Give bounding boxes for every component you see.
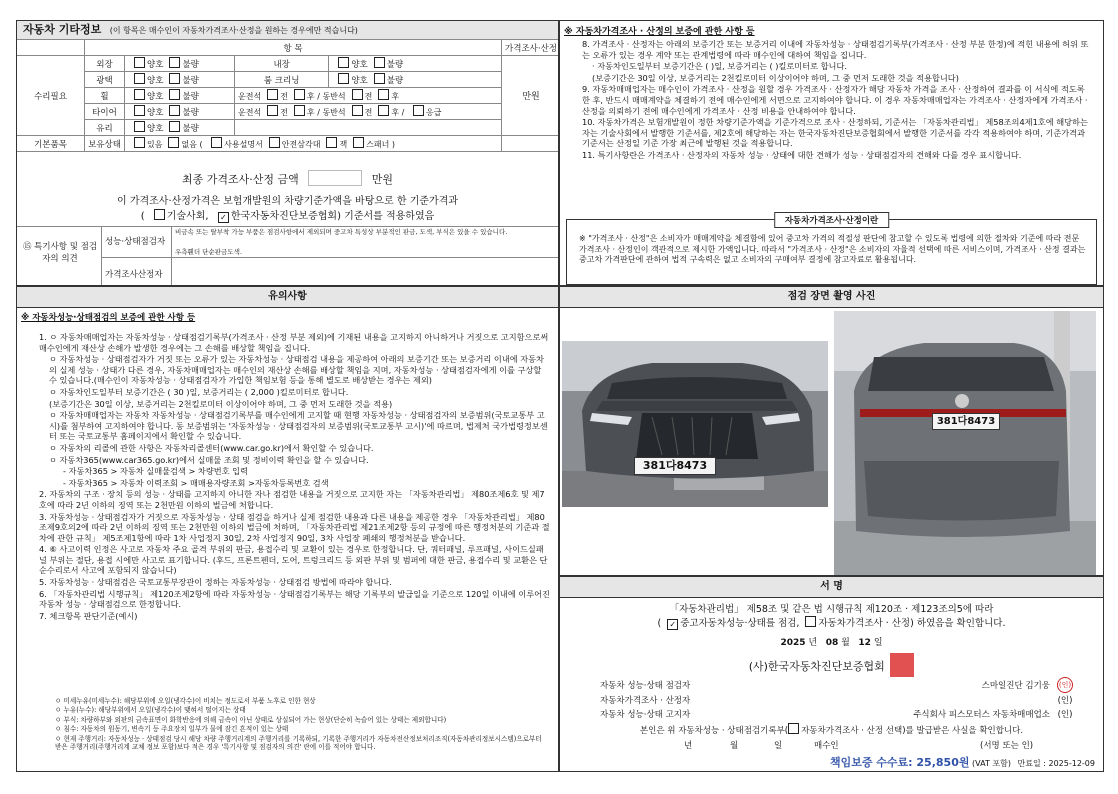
final-price-basis — [17, 195, 558, 224]
checkbox-tire-good[interactable] — [134, 105, 145, 116]
label-rear: 후 — [306, 92, 315, 101]
caution-list — [39, 332, 550, 622]
label-jack: 잭 — [339, 140, 348, 149]
checkbox-tech-society[interactable] — [154, 209, 165, 220]
checkbox-tire-driver-rear[interactable] — [294, 105, 305, 116]
buyer-day: 일 — [774, 741, 783, 751]
checkbox-glass-good[interactable] — [134, 121, 145, 132]
col-item-header: 항 목 — [85, 40, 502, 56]
checkbox-wheel-good[interactable] — [134, 89, 145, 100]
checkbox-triangle[interactable] — [269, 137, 280, 148]
checkbox-exterior-good[interactable] — [134, 57, 145, 68]
checkbox-room-bad[interactable] — [374, 73, 385, 84]
label-bad: 불량 — [182, 108, 199, 118]
sign-role: 자동차 성능·상태 점검자 — [600, 681, 691, 691]
checkbox-kadwa[interactable] — [218, 212, 229, 223]
sign-role: 자동차 성능·상태 고지자 — [600, 710, 691, 720]
basis-end: ) 기준서를 적용하였음 — [337, 211, 435, 222]
checkbox-tire-driver-front[interactable] — [267, 105, 278, 116]
price-note-item: 9. 자동차매매업자는 매수인이 가격조사 · 산정을 원할 경우 가격조사 · 산정자가 해당 자동차 가격을 조사 · 산정하여 결과를 이 서식에 적도록 한 후, 반드시 매매계약을 체결하기 전에 매수인에게 서면으로 고지하여야 합니다. 이 경우 자동차매매업자는 가격조사 · 산정자에게 가격조사 · 산정을 의뢰하기 전에 매수인에게 가격조사 · 산정 비용을 안내하여야 합니다. — [582, 84, 1088, 116]
sign-open-paren: ( — [657, 618, 662, 629]
label-rear: 후 — [306, 108, 315, 117]
caution-item: (보증기간은 30일 이상, 보증거리는 2천킬로미터 이상이어야 하며, 그 중 먼저 도래한 것을 적용) — [49, 398, 393, 409]
fee-vat: (VAT 포함) — [972, 759, 1011, 768]
other-info-header — [17, 21, 558, 40]
label-spanner: 스패너 — [366, 140, 390, 149]
label-front: 전 — [364, 108, 373, 117]
checkbox-wheel-pass-front[interactable] — [352, 89, 363, 100]
caution-item: 3. 자동차성능 · 상태점검자가 거짓으로 자동차성능 · 상태 점검을 하거나 실제 점검한 내용과 다른 내용을 제공한 경우 「자동차관리법」 제80조제9호의2에 따라 2년 이하의 징역 또는 2천만원 이하의 벌금에 처하며, 「자동차관리법 제21조제2항 등의 규정에 따른 행정처분의 기준과 절차에 관한 규칙」 제5조제1항에 따라 1차 사업정지 30일, 2차 사업정지 90일, 3차 사업장 폐쇄의 행정처분을 받습니다. — [39, 511, 550, 543]
checkbox-none[interactable] — [168, 137, 179, 148]
buyer-sign[interactable]: (서명 또는 인) — [980, 741, 1034, 751]
price-notes-list — [582, 39, 1095, 162]
what-is-price-title: 자동차가격조사·산정이란 — [774, 212, 890, 228]
sign-role: 자동차가격조사 · 산정자 — [600, 696, 691, 706]
checkbox-jack[interactable] — [326, 137, 337, 148]
basis-opt1: 기술사회, — [166, 211, 209, 222]
label-good: 양호 — [351, 60, 368, 70]
sign-mark: (인) — [1057, 710, 1073, 720]
perf-inspector-note: 우측휀더 단순판금도색. — [175, 248, 242, 256]
sign-month: 08 — [825, 638, 839, 648]
checkbox-tire-pass-front[interactable] — [352, 105, 363, 116]
caution-item: ㅇ 자동차매매업자는 자동차 자동차성능 · 상태점검기록부를 매수인에게 고지할 때 현행 자동차성능 · 상태점검자의 보증범위(국토교통부 고시)를 첨부하여 고지하여야 합니다. 동 보증범위는 '자동차성능 · 상태점검자의 보증범위(국토교통부 고시)'에 따르며, 법제처 국가법령정보센터 또는 국토교통부 홈페이지에서 확인할 수 있습니다. — [49, 410, 548, 442]
sign-mark: (인) — [1057, 696, 1073, 706]
rear-plate: 381다8473 — [932, 413, 1000, 430]
perf-inspector-text: 비금속 또는 탈부착 가능 부품은 점검사항에서 제외되며 중고차 특성상 부분적인 판금, 도색, 부식은 있을 수 있습니다. — [175, 228, 508, 236]
caution-item: 6. 「자동차관리법 시행규칙」 제120조제2항에 따라 자동차성능 · 상태점검기록부는 해당 기록부의 발급일을 기준으로 120일 이내에 이루어진 자동차 성능 · 상태점검으로 한정합니다. — [39, 588, 550, 610]
sign-opt-price: 자동차가격조사 · 산정) — [818, 618, 914, 629]
criteria-item: ㅇ 부식: 차량하부와 외판의 금속표면이 화학반응에 의해 금속이 아닌 상태로 상실되어 가는 현상(단순히 녹슬어 있는 상태는 제외합니다) — [55, 715, 447, 724]
checkbox-interior-bad[interactable] — [374, 57, 385, 68]
caution-item: 7. 체크항목 판단기준(예시) — [39, 610, 138, 621]
price-note-item: 11. 특기사항란은 가격조사 · 산정자의 자동차 성능 · 상태에 대한 견해가 성능 · 상태점검자의 견해와 다를 경우 표시합니다. — [582, 149, 1022, 160]
receive-post: 자동차가격조사 · 산정 선택)를 발급받은 사실을 확인합니다. — [801, 726, 1024, 736]
price-note-item: · 자동차인도일부터 보증기간은 ( )일, 보증거리는 ( )킬로미터로 합니다. — [592, 61, 847, 72]
checkbox-tire-bad[interactable] — [169, 105, 180, 116]
fee-line — [830, 754, 1095, 770]
checkbox-exterior-bad[interactable] — [169, 57, 180, 68]
label-front: 전 — [280, 92, 288, 101]
label-triangle: 안전삼각대 — [281, 140, 321, 149]
row-exterior: 외장 — [85, 56, 125, 72]
sign-confirm-line — [560, 615, 1103, 630]
what-is-price-box — [566, 216, 1097, 285]
inspection-record-page — [16, 14, 1104, 786]
caution-subtitle: ※ 자동차성능·상태점검의 보증에 관한 사항 등 — [21, 313, 196, 323]
caution-item: 2. 자동차의 구조 · 장치 등의 성능 · 상태를 고지하지 아니한 자나 점검한 내용을 거짓으로 고지한 자는 「자동차관리법」 제80조제6호 및 제7호에 따라 2년 이하의 징역 또는 2천만원 이하의 벌금에 처합니다. — [39, 489, 545, 510]
what-is-price-text: ※ "가격조사 · 산정"은 소비자가 매매계약을 체결함에 있어 중고차 가격의 적절성 판단에 참고할 수 있도록 법령에 의한 절차와 기준에 따라 전문 가격조사 · 산정인이 객관적으로 제시한 가액입니다. 따라서 "가격조사 · 산정"은 소비자의 자율적 선택에 따른 서비스이며, 가격조사 · 산정 결과는 중고차 가격판단에 관하여 법적 구속력은 없고 소비자의 구매여부 결정에 참고자료로 활용됩니다. — [579, 234, 1086, 264]
caution-item: ㅇ 자동차성능 · 상태점검자가 거짓 또는 오류가 있는 자동차성능 · 상태점검 내용을 제공하여 아래의 보증기간 또는 보증거리 이내에 자동차의 실제 성능 · 상태가 다른 경우, 자동차매매업자는 매수인의 재산상 손해를 배상할 책임을 지며, 자동차성능 · 상태점검자에게 이를 구상할 수 있습니다.(매수인이 자동차성능 · 상태점검자가 가입한 책임보험 등을 통해 별도로 배상받는 경우는 제외) — [49, 354, 544, 386]
basis-opt2: 한국자동차진단보증협회 — [230, 211, 338, 222]
label-good: 양호 — [351, 76, 368, 86]
label-bad: 불량 — [386, 60, 404, 70]
criteria-list — [55, 697, 550, 752]
other-info-title: 자동차 기타정보 — [23, 23, 102, 36]
checkbox-tire-emergency[interactable] — [413, 105, 424, 116]
criteria-item: ㅇ 누유(누수): 해당부위에서 오일(냉각수)이 맺혀서 떨어지는 상태 — [55, 706, 246, 715]
signature-title: 서 명 — [560, 577, 1103, 598]
checkbox-spanner[interactable] — [353, 137, 364, 148]
sign-row-notifier — [598, 707, 1078, 721]
front-car-illustration — [562, 341, 828, 507]
label-bad: 불량 — [182, 92, 199, 102]
checkbox-wheel-pass-rear[interactable] — [378, 89, 389, 100]
price-notes-title: ※ 자동차가격조사 · 산정의 보증에 관한 사항 등 — [564, 27, 755, 37]
caution-item: ㅇ 자동차인도일부터 보증기간은 ( 30 )일, 보증거리는 ( 2,000 )킬로미터로 합니다. — [49, 386, 349, 397]
perf-inspector-label: 성능·상태점검자 — [105, 237, 166, 247]
label-rear: 후 — [391, 108, 400, 117]
checkbox-tire-pass-rear[interactable] — [378, 105, 389, 116]
final-price-row — [17, 169, 558, 191]
price-assessor-label: 가격조사산정자 — [105, 270, 163, 280]
label-passenger-seat: 동반석 — [322, 108, 346, 117]
price-note-item: 8. 가격조사 · 산정자는 아래의 보증기간 또는 보증거리 이내에 자동차성능 · 상태점검기록부(가격조사 · 산정 부분 한정)에 적힌 내용에 허위 또는 오류가 있는 경우 계약 또는 관계법령에 따라 매수인에 대하여 책임을 집니다. — [582, 39, 1089, 60]
special-notes-block — [17, 226, 558, 285]
checkbox-glass-bad[interactable] — [169, 121, 180, 132]
other-info-section — [16, 20, 559, 286]
row-tire: 타이어 — [85, 104, 125, 120]
label-bad: 불량 — [182, 60, 199, 70]
label-passenger-seat: 동반석 — [322, 92, 346, 101]
sign-name: 주식회사 피스모터스 자동차매매업소 — [913, 710, 1050, 720]
label-driver-seat: 운전석 — [238, 108, 262, 117]
sign-row-inspector — [598, 677, 1078, 693]
signature-table — [598, 677, 1078, 721]
front-car-photo — [562, 341, 828, 507]
checkbox-wheel-driver-rear[interactable] — [294, 89, 305, 100]
label-front: 전 — [280, 108, 288, 117]
checkbox-price-assessment[interactable] — [805, 616, 816, 627]
label-rear: 후 — [391, 92, 400, 101]
criteria-item: ㅇ 미세누유(미세누수): 해당부위에 오일(냉각수)이 비치는 정도로서 부품 노후로 인한 현상 — [55, 697, 316, 705]
front-plate: 381다8473 — [634, 457, 716, 475]
checkbox-wheel-bad[interactable] — [169, 89, 180, 100]
rear-car-illustration — [834, 311, 1096, 575]
receive-pre: 본인은 위 자동차성능 · 상태점검기록부( — [639, 726, 789, 736]
other-info-table: 항 목 가격조사·산정 수리필요 외장 양호 불량 내장 양호 불량 만원 광택 양호 불량 룸 크리닝 양호 불량 휠 양호 불량 운전석 전 후 / 동반석 전 후 타이어 양호 불량 운전석 전 후 / 동반석 전 후 / 응급 유리 양호 불량 기본품목 보유상태 있음 없음 ( 사용설명서 안전삼각대 잭 스패너 ) — [16, 39, 559, 152]
basis-line2: ( 기술사회, ✓ 한국자동차진단보증협회) 기준서를 적용하였음 — [17, 209, 558, 224]
possession-label: 보유상태 — [85, 136, 125, 152]
sign-name — [780, 693, 1052, 707]
caution-section — [16, 286, 559, 772]
sign-org-name: (사)한국자동차진단보증협회 — [748, 660, 885, 673]
sign-day-unit: 일 — [873, 638, 883, 648]
label-good: 양호 — [147, 108, 164, 118]
label-emergency: 응급 — [425, 108, 442, 117]
fee-expire: 만료일 : 2025-12-09 — [1017, 759, 1095, 768]
label-have: 있음 — [147, 140, 163, 149]
price-notes-section — [559, 20, 1104, 286]
label-good: 양호 — [147, 92, 164, 102]
caution-title: 유의사항 — [17, 287, 558, 308]
caution-item: 1. ㅇ 자동차매매업자는 자동차성능 · 상태점검기록부(가격조사 · 산정 부분 제외)에 기재된 내용을 고지하지 아니하거나 거짓으로 고지함으로써 매수인에게 재산상 손해가 발생한 경우에는 그 손해를 배상할 책임을 집니다. — [39, 332, 549, 353]
price-note-item: 10. 자동차가격은 보험개발원이 정한 차량기준가액을 기준가격으로 조사 · 산정하되, 기준서는 「자동차관리법」 제58조의4제1호에 해당하는 자는 기술사회에서 발행한 기준서를, 제2호에 해당하는 자는 한국자동차진단보증협회에서 발행한 기준서를 각각 적용하여야 하며, 기준가격과 기준서는 산정일 기준 가장 최근에 발행된 것을 적용합니다. — [582, 117, 1088, 149]
repair-label: 수리필요 — [17, 56, 85, 136]
price-unit: 만원 — [502, 56, 559, 136]
caution-item: ㅇ 자동차의 리콜에 관한 사항은 자동차리콜센터(www.car.go.kr)에서 확인할 수 있습니다. — [49, 442, 374, 453]
checkbox-room-good[interactable] — [338, 73, 349, 84]
caution-item: - 자동차365 > 자동차 실매물검색 > 차량번호 입력 — [63, 466, 248, 477]
photos-title: 점검 장면 촬영 사진 — [560, 287, 1103, 308]
row-glass: 유리 — [85, 120, 125, 136]
checkbox-perf-inspection[interactable] — [667, 619, 678, 630]
final-price-unit: 만원 — [371, 173, 393, 186]
fee-amount: 책임보증 수수료: 25,850원 — [829, 756, 970, 769]
checkbox-manual[interactable] — [211, 137, 222, 148]
row-room-cleaning: 룸 크리닝 — [235, 72, 329, 88]
checkbox-wheel-driver-front[interactable] — [267, 89, 278, 100]
basic-label: 기본품목 — [17, 136, 85, 152]
criteria-item: ㅇ 현재 주행거리: 자동차성능 · 상태점검 당시 해당 차량 주행거리계의 주행거리를 기록하되, 기록한 주행거리가 자동차전산정보처리조직(자동차관리정보시스템)으로부터 받은 주행거리(주행거리계 교체 정보 포함)보다 적은 경우 '특기사항 및 점검자의 의견' 란에 이를 적어야 합니다. — [55, 734, 542, 752]
buyer-year: 년 — [684, 741, 693, 751]
row-wheel: 휠 — [85, 88, 125, 104]
rear-car-photo — [834, 311, 1096, 575]
buyer-label: 매수인 — [814, 741, 839, 751]
price-note-item: (보증기간은 30일 이상, 보증거리는 2천킬로미터 이상이어야 하며, 그 중 먼저 도래한 것을 적용합니다) — [592, 72, 959, 83]
sign-opt-perf: 중고자동차성능·상태를 점검, — [680, 618, 800, 629]
sign-org — [560, 653, 1103, 677]
caution-item: ㅇ 자동차365(www.car365.go.kr)에서 실매물 조회 및 정비이력 확인을 할 수 있습니다. — [49, 454, 369, 465]
label-manual: 사용설명서 — [224, 140, 263, 149]
caution-item: 5. 자동차성능 · 상태점검은 국토교통부장관이 정하는 자동차성능 · 상태점검 방법에 따라야 합니다. — [39, 577, 392, 588]
caution-item: 4. ⑥ 사고이력 인정은 사고로 자동차 주요 골격 부위의 판금, 용접수리 및 교환이 있는 경우로 한정합니다. 단, 쿼터패널, 루프패널, 사이드실패널 부위는 절단, 용접 시에만 사고로 표기합니다. (후드, 프론트펜더, 도어, 트렁크리드 등 외판 부위 및 범퍼에 대한 판금, 용접수리 및 교환은 단순수리로서 사고에 포함되지 않습니다) — [39, 544, 548, 576]
sign-month-unit: 월 — [841, 638, 850, 648]
row-interior: 내장 — [235, 56, 329, 72]
checkbox-receive-price[interactable] — [788, 723, 799, 734]
checkbox-interior-good[interactable] — [338, 57, 349, 68]
receive-line — [560, 723, 1103, 736]
label-driver-seat: 운전석 — [238, 92, 262, 101]
signature-section — [559, 576, 1104, 772]
caution-item: - 자동차365 > 자동차 이력조회 > 매매용자량조회 >자동차등록번호 검색 — [63, 477, 329, 488]
inspector-seal-icon: (인) — [1057, 677, 1073, 693]
org-seal-icon — [890, 653, 914, 677]
sign-day: 12 — [858, 638, 871, 648]
sign-year: 2025 — [780, 638, 806, 648]
sign-name: 스마일진단 김기웅 — [981, 681, 1050, 691]
label-bad: 불량 — [182, 76, 199, 86]
final-price-label: 최종 가격조사·산정 금액 — [181, 173, 299, 186]
label-bad: 불량 — [386, 76, 404, 86]
checkbox-gloss-good[interactable] — [134, 73, 145, 84]
criteria-item: ㅇ 침수: 자동차의 원동기, 변속기 등 주요장치 일부가 물에 잠긴 흔적이 있는 상태 — [55, 725, 289, 734]
checkbox-gloss-bad[interactable] — [169, 73, 180, 84]
sign-row-assessor — [598, 693, 1078, 707]
checkbox-have[interactable] — [134, 137, 145, 148]
sign-date — [560, 635, 1103, 648]
final-price-input[interactable] — [308, 170, 362, 186]
buyer-month: 월 — [730, 741, 739, 751]
label-good: 양호 — [147, 124, 164, 134]
col-price-header: 가격조사·산정 — [502, 40, 559, 56]
other-info-note: (이 항목은 매수인이 자동차가격조사·산정을 원하는 경우에만 적습니다) — [109, 26, 358, 35]
label-front: 전 — [364, 92, 373, 101]
special-label: ⑮ 특기사항 및 점검자의 의견 — [22, 242, 98, 264]
sign-law-end: 하였음을 확인합니다. — [916, 618, 1006, 629]
sign-law-line: 「자동차관리법」 제58조 및 같은 법 시행규칙 제120조 · 제123조의5에 따라 — [669, 604, 994, 615]
label-good: 양호 — [147, 60, 164, 70]
label-good: 양호 — [147, 76, 164, 86]
basis-line1: 이 가격조사·산정가격은 보험개발원의 차량기준가액을 바탕으로 한 기준가격과 — [116, 196, 459, 207]
photos-section — [559, 286, 1104, 576]
row-gloss: 광택 — [85, 72, 125, 88]
label-none: 없음 — [181, 140, 197, 149]
sign-year-unit: 년 — [808, 638, 818, 648]
label-bad: 불량 — [182, 124, 199, 134]
